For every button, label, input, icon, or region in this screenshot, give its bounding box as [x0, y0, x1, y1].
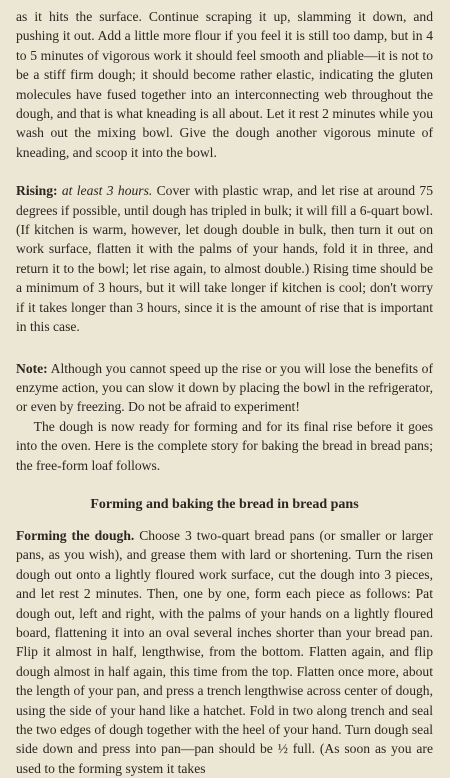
rising-time: at least 3 hours. [61, 183, 153, 199]
rising-paragraph [16, 181, 433, 336]
dough-ready-text: The dough is now ready for forming and for its final rise before it goes into the oven. Here is the complete story for baking the bread in bread pans; the free-form loaf follows. [16, 418, 433, 473]
kneading-paragraph [16, 7, 433, 162]
note-text: Although you cannot speed up the rise or you will lose the benefits of enzyme action, you can slow it down by placing the bowl in the refrigerator, or even by freezing. Do not be afraid to experiment! [16, 360, 433, 415]
forming-paragraph [16, 526, 433, 778]
kneading-text: as it hits the surface. Continue scraping it up, slamming it down, and pushing it out. Add a little more flour if you feel it is still too damp, but in 4 to 5 minutes of vigorous work it should feel smooth and pliable—it is not to be a stiff firm dough; it should become rather elastic, indicating the gluten molecules have fused together into an interconnecting web throughout the dough, and that is what kneading is all about. Let it rest 2 minutes while you wash out the mixing bowl. Give the dough another vigorous minute of kneading, and scoop it into the bowl. [16, 9, 433, 160]
note-paragraph [16, 359, 433, 417]
rising-text: Cover with plastic wrap, and let rise at around 75 degrees if possible, until dough has tripled in bulk; it will fill a 6-quart bowl. (If kitchen is warm, however, let dough double in bulk, then turn it out on work surface, flatten it with the palms of your hands, fold it in three, and return it to the bowl; let rise again, to almost double.) Rising time should be a minimum of 3 hours, but it will take longer if kitchen is cool; don't worry if it takes longer than 3 hours, since it is the amount of rise that is important in this case. [16, 183, 433, 335]
forming-text: Choose 3 two-quart bread pans (or smaller or larger pans, as you wish), and grease them with lard or shortening. Turn the risen dough out onto a lightly floured work surface, cut the dough into 3 pieces, and let rest 2 minutes. Then, one by one, form each piece as follows: Pat dough out, left and right, with the palms of your hands on a lightly floured board, flattening it into an oval several inches shorter than your bread pan. Flip it almost in half, lengthwise, from the bottom. Flatten again, and flip dough almost in half again, this time from the top. Flatten once more, about the length of your pan, and press a trench lengthwise across center of dough, using the side of your hand like a hatchet. Fold in two along trench and seal the two edges of dough together with the heel of your hand. Turn dough seal side down and press into pan—pan should be ½ full. (As soon as you are used to the forming system it takes [16, 527, 433, 776]
rising-label: Rising: [16, 183, 58, 199]
dough-ready-paragraph [16, 417, 433, 475]
section-heading: Forming and baking the bread in bread pans [90, 496, 359, 512]
note-label: Note: [16, 360, 48, 376]
forming-label: Forming the dough. [16, 527, 135, 543]
